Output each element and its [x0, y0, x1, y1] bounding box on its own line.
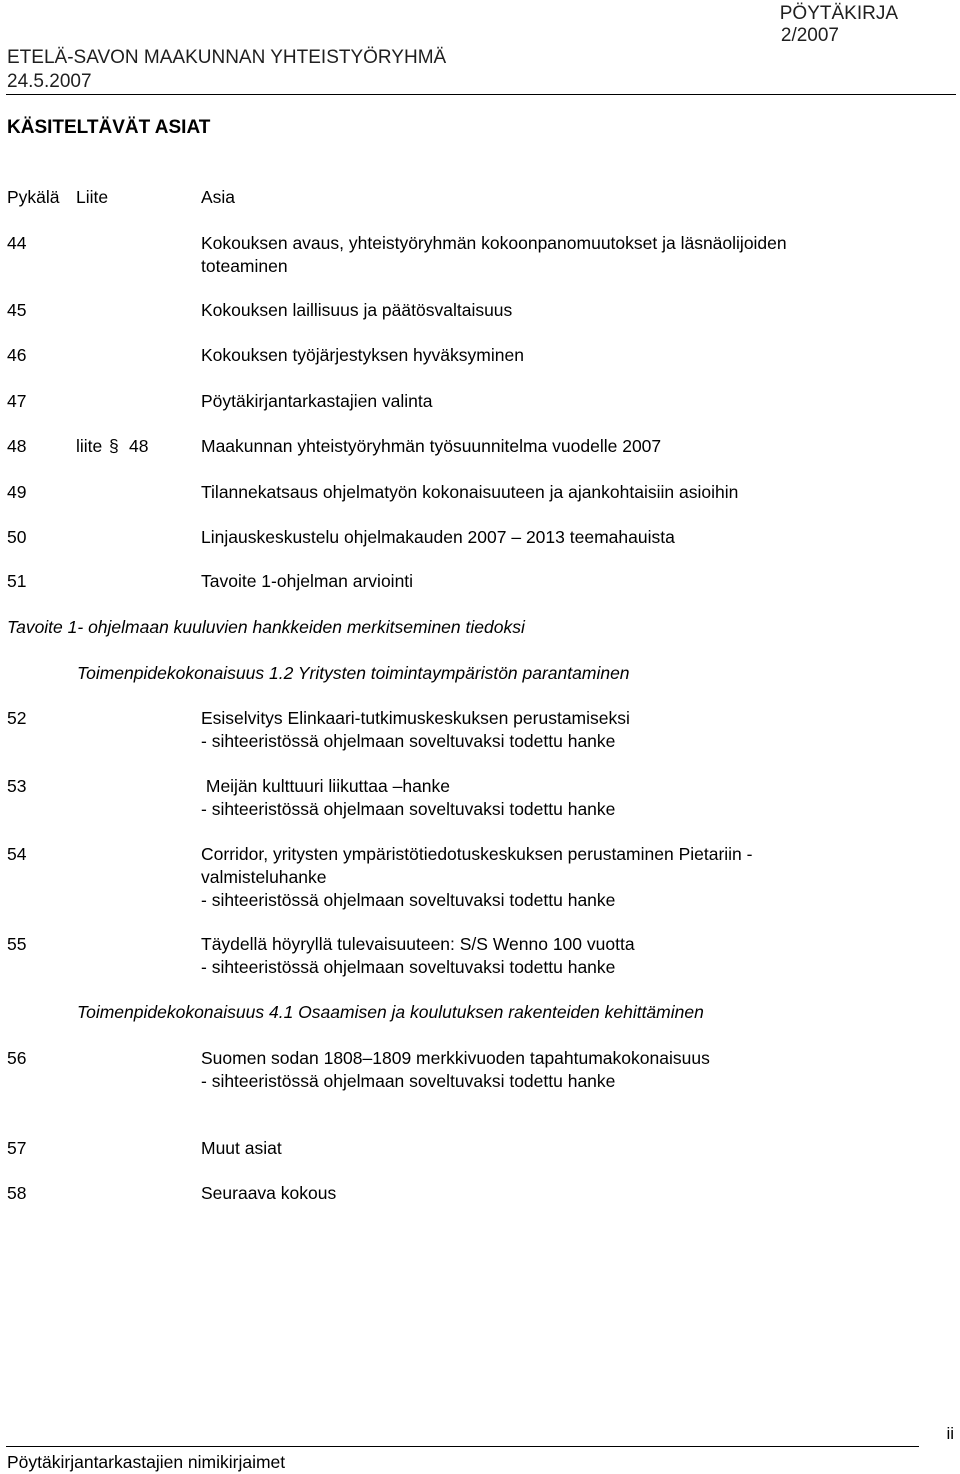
section-sign: § [109, 436, 119, 456]
item-number: 58 [7, 1183, 27, 1203]
item-subject: Meijän kulttuuri liikuttaa –hanke [201, 776, 451, 796]
item-number: 53 [7, 776, 27, 796]
item-number: 51 [7, 571, 27, 591]
item-subject: Suomen sodan 1808–1809 merkkivuoden tapahtumakokonaisuus [201, 1048, 710, 1068]
item-subject: Seuraava kokous [201, 1183, 337, 1203]
item-subject: Muut asiat [201, 1138, 282, 1158]
item-number: 45 [7, 300, 27, 320]
item-subject: Pöytäkirjantarkastajien valinta [201, 391, 433, 411]
item-subject: Linjauskeskustelu ohjelmakauden 2007 – 2013 teemahauista [201, 527, 675, 547]
column-header-section: Pykälä [7, 187, 60, 207]
organization-name: ETELÄ-SAVON MAAKUNNAN YHTEISTYÖRYHMÄ [7, 47, 447, 68]
item-subject: Tavoite 1-ohjelman arviointi [201, 571, 414, 591]
item-note: - sihteeristössä ohjelmaan soveltuvaksi todettu hanke [201, 1071, 616, 1091]
item-subject: Kokouksen työjärjestyksen hyväksyminen [201, 345, 524, 365]
meeting-date: 24.5.2007 [7, 71, 92, 92]
item-number: 46 [7, 345, 27, 365]
item-number: 55 [7, 934, 27, 954]
item-subject: Kokouksen laillisuus ja päätösvaltaisuus [201, 300, 513, 320]
attachment-number: 48 [129, 436, 149, 456]
header-rule [6, 94, 956, 95]
subheading-measure-4-1: Toimenpidekokonaisuus 4.1 Osaamisen ja koulutuksen rakenteiden kehittäminen [77, 1002, 704, 1022]
subheading-tavoite1: Tavoite 1- ohjelmaan kuuluvien hankkeiden merkitseminen tiedoksi [7, 617, 525, 637]
item-number: 50 [7, 527, 27, 547]
item-note: - sihteeristössä ohjelmaan soveltuvaksi todettu hanke [201, 731, 616, 751]
item-note: - sihteeristössä ohjelmaan soveltuvaksi todettu hanke [201, 799, 616, 819]
item-subject-continued: toteaminen [201, 256, 288, 276]
item-number: 54 [7, 844, 27, 864]
item-number: 52 [7, 708, 27, 728]
attachment-label: liite [76, 436, 103, 456]
item-number: 57 [7, 1138, 27, 1158]
item-subject: Corridor, yritysten ympäristötiedotuskeskuksen perustaminen Pietariin - [201, 844, 753, 864]
item-number: 48 [7, 436, 27, 456]
footer-rule [6, 1446, 919, 1447]
item-number: 49 [7, 482, 27, 502]
item-number: 47 [7, 391, 27, 411]
document-type: PÖYTÄKIRJA [779, 3, 898, 24]
item-subject: Esiselvitys Elinkaari-tutkimuskeskuksen perustamiseksi [201, 708, 630, 728]
subheading-measure-1-2: Toimenpidekokonaisuus 1.2 Yritysten toimintaympäristön parantaminen [77, 663, 630, 683]
column-header-attachment: Liite [76, 187, 109, 207]
item-subject: Kokouksen avaus, yhteistyöryhmän kokoonpanomuutokset ja läsnäolijoiden [201, 233, 787, 253]
item-note: - sihteeristössä ohjelmaan soveltuvaksi todettu hanke [201, 890, 616, 910]
item-number: 44 [7, 233, 27, 253]
column-header-subject: Asia [201, 187, 236, 207]
item-number: 56 [7, 1048, 27, 1068]
item-subject-continued: valmisteluhanke [201, 867, 327, 887]
section-title: KÄSITELTÄVÄT ASIAT [7, 117, 211, 138]
item-subject: Täydellä höyryllä tulevaisuuteen: S/S Wenno 100 vuotta [201, 934, 635, 954]
item-subject: Tilannekatsaus ohjelmatyön kokonaisuuteen ja ajankohtaisiin asioihin [201, 482, 739, 502]
footer-signatures-label: Pöytäkirjantarkastajien nimikirjaimet [7, 1452, 286, 1472]
item-subject: Maakunnan yhteistyöryhmän työsuunnitelma vuodelle 2007 [201, 436, 662, 456]
item-note: - sihteeristössä ohjelmaan soveltuvaksi todettu hanke [201, 957, 616, 977]
document-number: 2/2007 [780, 25, 839, 46]
page-number: ii [946, 1424, 954, 1443]
